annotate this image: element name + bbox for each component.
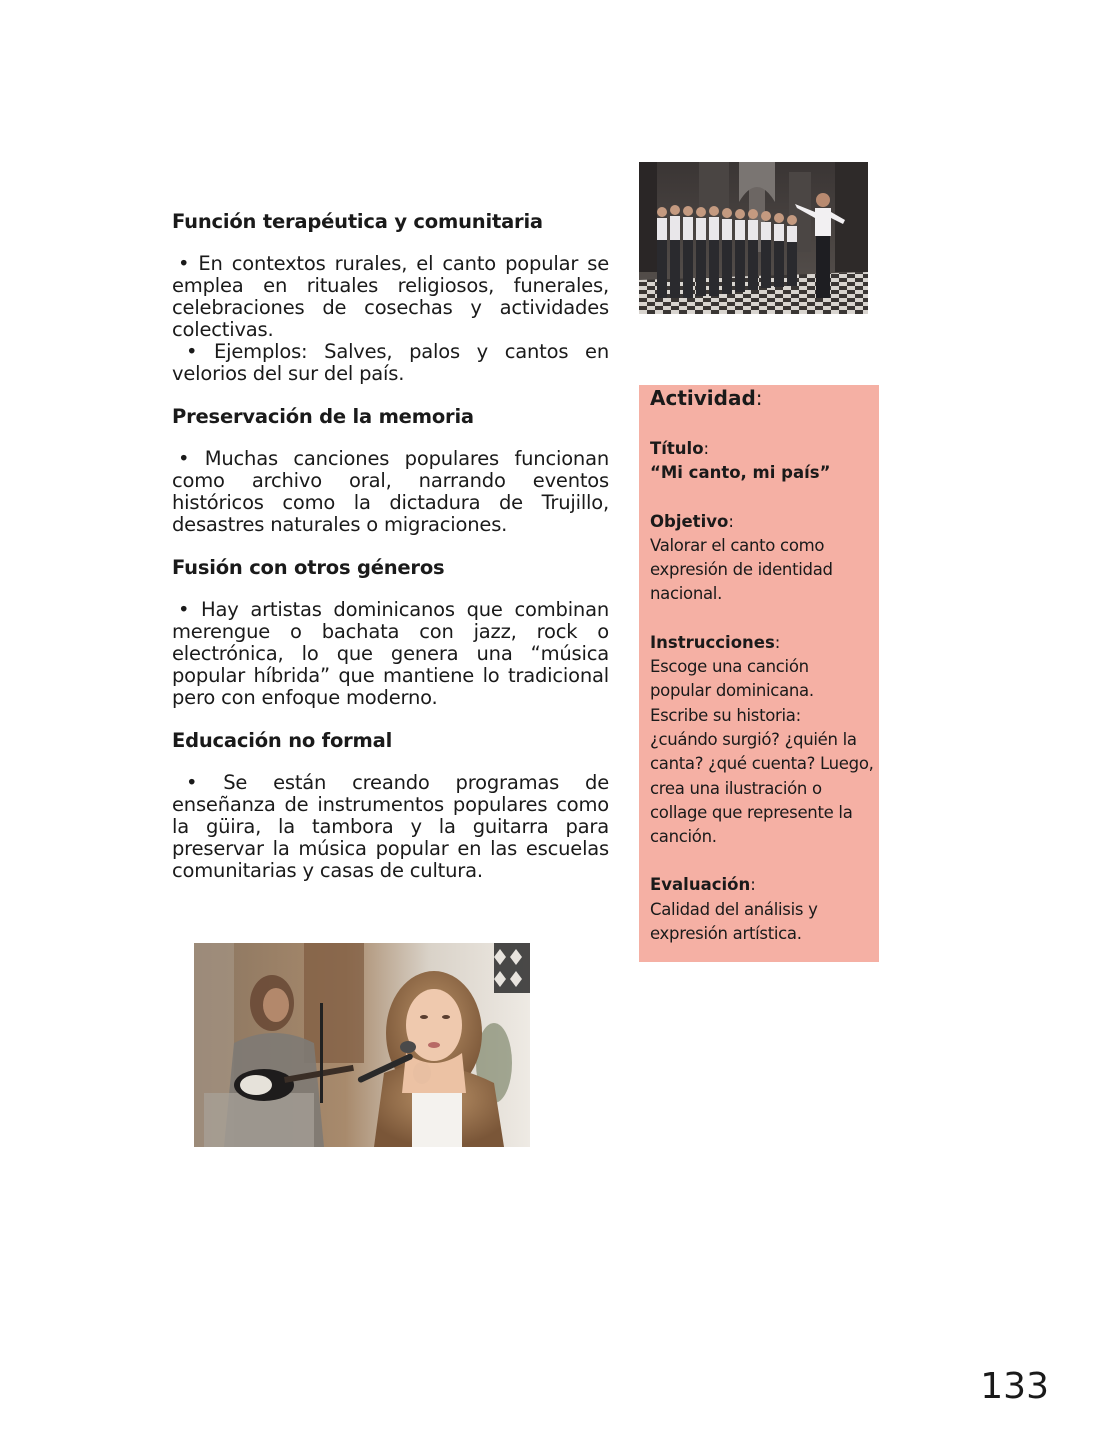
instrucciones-line: Escoge una canción [650,657,809,677]
objetivo-label [650,510,879,534]
section-heading: Preservación de la memoria [172,405,474,428]
instrucciones-line: Escribe su historia: [650,705,801,725]
activity-box [639,385,879,962]
objetivo-line: expresión de identidad [650,560,833,580]
instrucciones-line: collage que represente la [650,802,853,822]
section-heading: Función terapéutica y comunitaria [172,210,543,233]
activity-heading-text: Actividad [650,386,756,410]
spacer [650,849,879,873]
choir-photo [639,162,868,314]
bullet-paragraph: • Muchas canciones populares funcionan como archivo oral, narrando eventos históricos como la dictadura de Trujillo, desastres naturales o migraciones. [172,447,609,536]
activity-heading [650,385,879,411]
section-funcion [172,210,609,385]
singer-photo [194,943,530,1147]
instrucciones-line: crea una ilustración o [650,778,822,798]
spacer [650,607,879,631]
bullet-paragraph: • Ejemplos: Salves, palos y cantos en velorios del sur del país. [172,340,609,385]
main-text-column [172,210,609,902]
section-body [172,772,609,882]
spacer [650,411,879,437]
section-body [172,599,609,709]
instrucciones-line: popular dominicana. [650,681,814,701]
evaluacion-label [650,873,879,897]
objetivo-line: Valorar el canto como [650,535,825,555]
spacer [650,486,879,510]
section-fusion [172,556,609,709]
instrucciones-label [650,631,879,655]
colon: : [774,632,781,652]
colon: : [750,875,756,895]
objetivo-line: nacional. [650,584,723,604]
section-body [172,448,609,536]
section-preservacion [172,405,609,536]
section-heading: Educación no formal [172,729,393,752]
instrucciones-label-text: Instrucciones [650,632,775,652]
instrucciones-line: ¿cuándo surgió? ¿quién la [650,729,857,749]
section-heading: Fusión con otros géneros [172,556,445,579]
bullet-paragraph: • Se están creando programas de enseñanza de instrumentos populares como la güira, la tambora y la guitarra para preservar la música popular en las escuelas comunitarias y casas de cultura. [172,771,609,882]
objetivo-label-text: Objetivo [650,511,729,531]
section-educacion [172,729,609,882]
colon: : [755,386,763,410]
section-body [172,253,609,385]
evaluacion-line: Calidad del análisis y [650,899,818,919]
titulo-value-text: “Mi canto, mi país” [650,463,831,483]
instrucciones-line: canción. [650,827,717,847]
titulo-label [650,437,879,461]
titulo-value [650,461,879,485]
evaluacion-label-text: Evaluación [650,875,751,895]
bullet-paragraph: • Hay artistas dominicanos que combinan merengue o bachata con jazz, rock o electrónica, lo que genera una “música popular híbrida” que mantiene lo tradicional pero con enfoque moderno. [172,598,609,709]
evaluacion-line: expresión artística. [650,924,802,944]
page-number: 133 [980,1366,1049,1407]
colon: : [703,439,710,458]
titulo-label-text: Título [650,439,704,458]
bullet-paragraph: • En contextos rurales, el canto popular se emplea en rituales religiosos, funerales, celebraciones de cosechas y actividades colectivas. [172,252,609,341]
colon: : [728,511,734,531]
instrucciones-line: canta? ¿qué cuenta? Luego, [650,754,874,774]
